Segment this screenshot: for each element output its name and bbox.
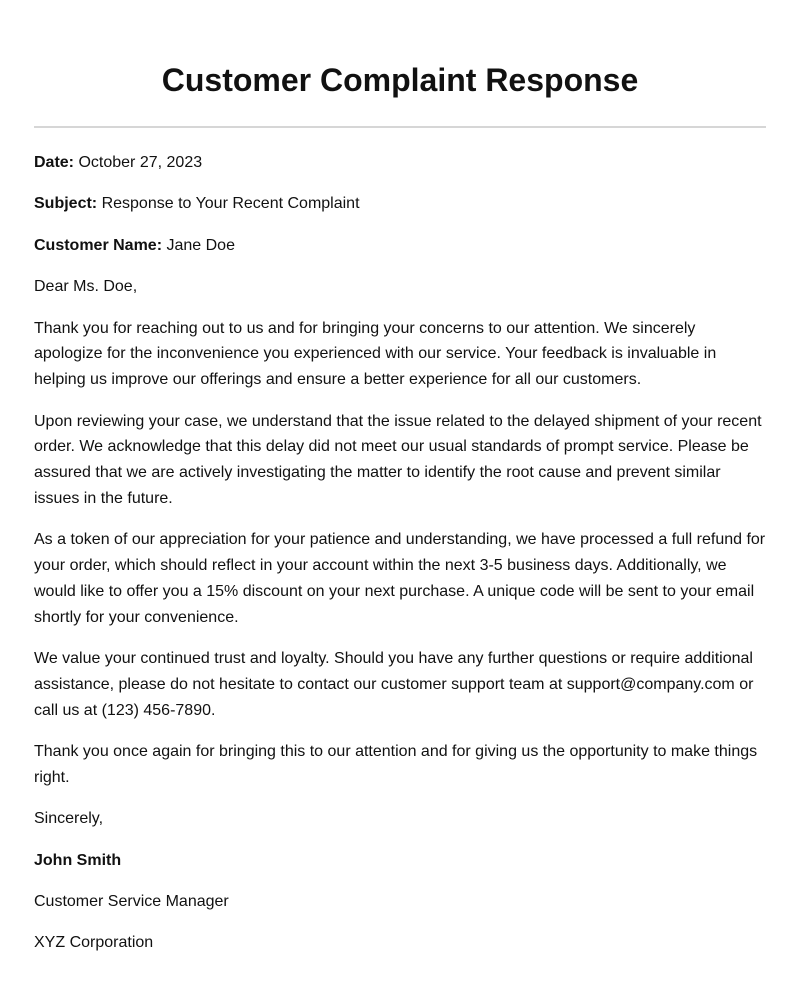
customer-name-label: Customer Name:	[34, 236, 163, 254]
paragraph-contact: We value your continued trust and loyalty. Should you have any further questions or require additional assistance, please do not hesitate to contact our customer support team at support@company.com or call us at (123) 456-7890.	[34, 650, 754, 719]
letter-body	[34, 150, 766, 972]
paragraph-issue: Upon reviewing your case, we understand that the issue related to the delayed shipment of your recent order. We acknowledge that this delay did not meet our usual standards of prompt service. Please be assured that we are actively investigating the matter to identify the root cause and prevent similar issues in the future.	[34, 412, 762, 507]
subject-label: Subject:	[34, 195, 98, 213]
title-divider	[34, 126, 766, 128]
paragraph-closing-thanks: Thank you once again for bringing this to our attention and for giving us the opportunity to make things right.	[34, 743, 758, 786]
signature-company: XYZ Corporation	[34, 934, 154, 952]
salutation: Dear Ms. Doe,	[34, 278, 138, 296]
subject-line	[34, 191, 766, 217]
customer-name-value: Jane Doe	[166, 236, 235, 254]
signature-name: John Smith	[34, 851, 122, 869]
customer-name-line	[34, 233, 766, 259]
date-line	[34, 150, 766, 176]
paragraph-thanks: Thank you for reaching out to us and for bringing your concerns to our attention. We sincerely apologize for the inconvenience you experienced with our service. Your feedback is invaluable in helping us improve our offerings and ensure a better experience for all our customers.	[34, 319, 717, 389]
date-value: October 27, 2023	[78, 154, 203, 171]
closing: Sincerely,	[34, 810, 104, 828]
signature-title: Customer Service Manager	[34, 893, 229, 911]
paragraph-refund: As a token of our appreciation for your patience and understanding, we have processed a full refund for your order, which should reflect in your account within the next 3-5 business days. Additionally, we would like to offer you a 15% discount on your next purchase. A unique code will be sent to your email shortly for your convenience.	[34, 531, 766, 626]
page-title: Customer Complaint Response	[161, 62, 639, 98]
subject-value: Response to Your Recent Complaint	[101, 195, 360, 213]
date-label: Date:	[34, 154, 75, 171]
